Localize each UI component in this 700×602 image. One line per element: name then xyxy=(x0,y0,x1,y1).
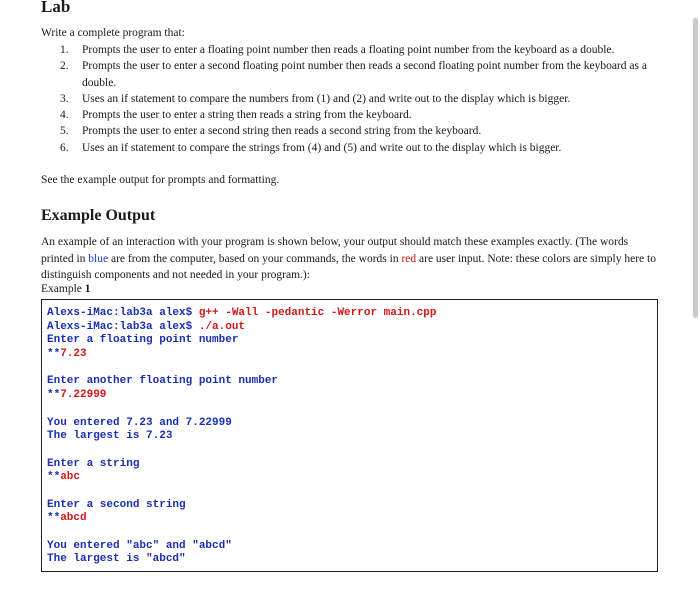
list-number: 5. xyxy=(60,125,69,138)
example-label-number: 1 xyxy=(84,283,91,295)
console-line: The largest is 7.23 xyxy=(47,430,173,443)
console-line: Enter another floating point number xyxy=(47,375,279,388)
desc-red-word: red xyxy=(401,252,417,265)
list-number: 6. xyxy=(60,141,69,154)
user-input: 7.23 xyxy=(60,348,87,361)
console-line xyxy=(47,307,657,321)
list-item xyxy=(41,42,661,58)
example-label xyxy=(41,283,91,295)
list-number: 3. xyxy=(60,92,69,105)
shell-prompt: Alexs-iMac:lab3a alex$ xyxy=(47,320,199,333)
console-line xyxy=(47,512,657,526)
console-line: The largest is "abcd" xyxy=(47,553,186,566)
list-number: 1. xyxy=(60,44,69,56)
desc-blue-word: blue xyxy=(88,252,109,265)
user-input: ./a.out xyxy=(198,320,246,333)
list-text: Prompts the user to enter a floating point number then reads a floating point number from the keyboard as a double. xyxy=(82,44,615,56)
example-description xyxy=(41,234,661,284)
input-marker: ** xyxy=(47,471,61,484)
intro-text: Write a complete program that: xyxy=(41,27,185,39)
console-blank-line xyxy=(47,526,657,540)
list-text: Uses an if statement to compare the numbers from (1) and (2) and write out to the display which is bigger. xyxy=(82,92,571,105)
list-item xyxy=(41,140,661,156)
list-text: Prompts the user to enter a second floating point number then reads a second floating point number from the keyboard as a double. xyxy=(82,60,647,89)
list-item xyxy=(41,91,661,107)
console-blank-line xyxy=(47,485,657,499)
formatting-note: See the example output for prompts and formatting. xyxy=(41,174,280,186)
user-input: abcd xyxy=(60,512,87,525)
list-text: Uses an if statement to compare the strings from (4) and (5) and write out to the display which is bigger. xyxy=(82,141,562,154)
console-line xyxy=(47,321,657,335)
desc-text: are user input. Note: these colors are simply here to distinguish components and not needed in your program.): xyxy=(41,252,656,282)
list-item xyxy=(41,58,661,91)
scrollbar[interactable] xyxy=(693,18,698,318)
console-line: Enter a string xyxy=(47,457,140,470)
console-output-box xyxy=(41,299,658,572)
list-number: 4. xyxy=(60,109,69,122)
console-blank-line xyxy=(47,444,657,458)
list-item xyxy=(41,107,661,123)
console-line: You entered "abc" and "abcd" xyxy=(47,539,232,552)
console-line xyxy=(47,471,657,485)
console-line: You entered 7.23 and 7.22999 xyxy=(47,416,232,429)
console-line: Enter a floating point number xyxy=(47,334,239,347)
input-marker: ** xyxy=(47,389,61,402)
desc-text: An example of an interaction with your program is shown below, your output should match these examples exactly. (The words printed in xyxy=(41,236,629,265)
example-output-heading: Example Output xyxy=(41,207,156,224)
example-label-prefix: Example xyxy=(41,283,82,295)
console-blank-line xyxy=(47,362,657,376)
list-text: Prompts the user to enter a string then reads a string from the keyboard. xyxy=(82,109,412,122)
user-input: g++ -Wall -pedantic -Werror main.cpp xyxy=(198,307,437,319)
console-line xyxy=(47,389,657,403)
console-line xyxy=(47,348,657,362)
shell-prompt: Alexs-iMac:lab3a alex$ xyxy=(47,307,199,319)
list-number: 2. xyxy=(60,60,69,73)
input-marker: ** xyxy=(47,348,61,361)
requirements-list xyxy=(41,42,661,156)
list-item xyxy=(41,123,661,139)
user-input: 7.22999 xyxy=(60,389,107,402)
desc-text: are from the computer, based on your commands, the words in xyxy=(108,252,402,265)
list-text: Prompts the user to enter a second string then reads a second string from the keyboard. xyxy=(82,125,482,138)
console-blank-line xyxy=(47,403,657,417)
user-input: abc xyxy=(60,471,81,484)
page-title: Lab xyxy=(41,0,71,16)
input-marker: ** xyxy=(47,512,61,525)
console-line: Enter a second string xyxy=(47,498,186,511)
